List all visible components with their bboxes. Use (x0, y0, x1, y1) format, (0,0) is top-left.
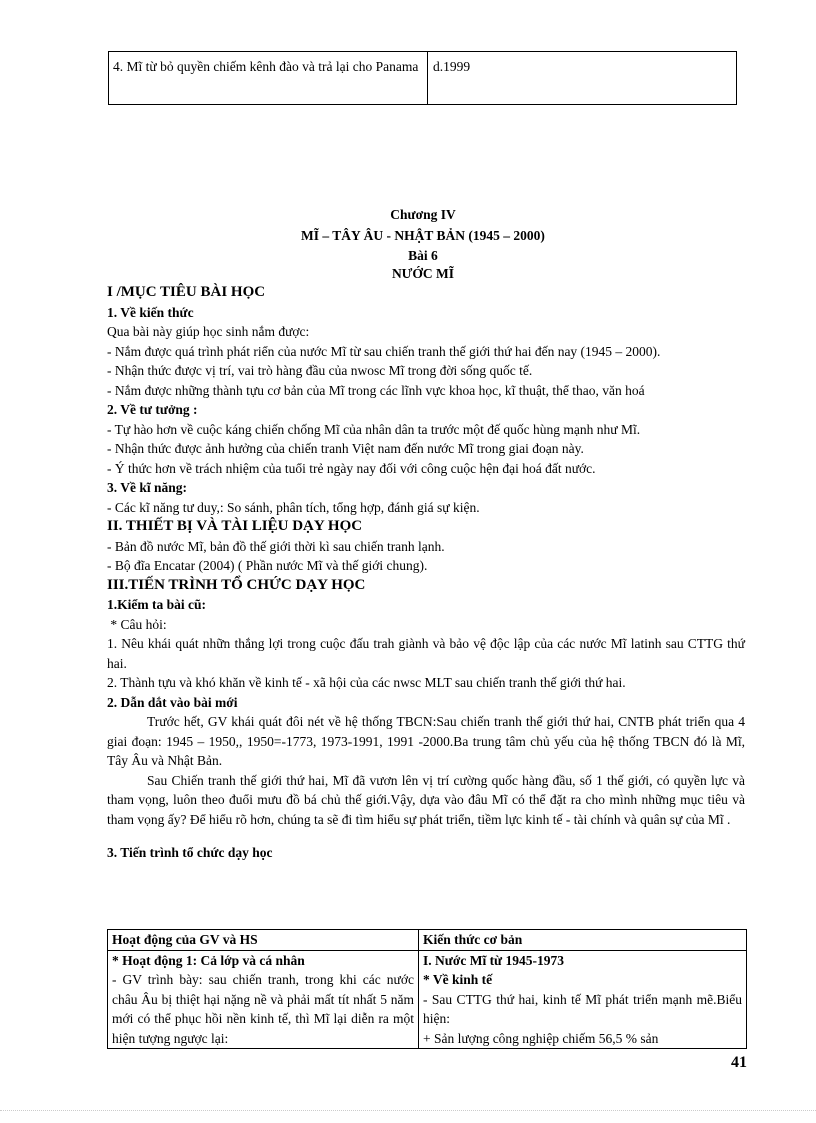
table-header-knowledge: Kiến thức cơ bản (419, 930, 747, 951)
lesson-table (107, 929, 747, 1049)
section-1-3-title: 3. Về kĩ năng: (107, 480, 188, 495)
section-3-2-title: 2. Dẫn dắt vào bài mới (107, 694, 238, 710)
section-1-2-title: 2. Về tư tưởng : (107, 402, 198, 417)
knowledge-text-1: - Sau CTTG thứ hai, kinh tế Mĩ phát triển mạnh mẽ.Biểu hiện: (423, 991, 742, 1026)
table-header-row (108, 930, 747, 951)
section-2-title: II. THIẾT BỊ VÀ TÀI LIỆU DẠY HỌC (107, 518, 363, 534)
lesson-body (107, 283, 745, 863)
section-3-title: III.TIẾN TRÌNH TỔ CHỨC DẠY HỌC (107, 576, 366, 593)
activity-text: - GV trình bày: sau chiến tranh, trong khi các nước châu Âu bị thiệt hại nặng nề và phải mất tít nhất 5 năm mới có thể phục hồi nền kinh tế, thì Mĩ lại diễn ra một hiện tượng ngược lại: (112, 972, 414, 1046)
section-1-2-bullet-1: - Tự hào hơn về cuộc káng chiến chống Mĩ của nhân dân ta trước một đế quốc hùng mạnh như Mĩ. (107, 421, 641, 437)
table-row (108, 950, 747, 1049)
top-table-right-cell: d.1999 (433, 59, 471, 74)
section-1-1-bullet-1: - Nắm được quá trình phát riển của nước Mĩ từ sau chiến tranh thế giới thứ hai đến nay (1945 – 2000). (107, 343, 661, 359)
chapter-number: Chương IV (390, 207, 456, 222)
section-2-bullet-1: - Bản đồ nước Mĩ, bản đồ thế giới thời kì sau chiến tranh lạnh. (107, 538, 445, 554)
lesson-number: Bài 6 (408, 248, 438, 263)
page-bottom-divider (0, 1110, 816, 1112)
chapter-title: MĨ – TÂY ÂU - NHẬT BẢN (1945 – 2000) (301, 228, 545, 243)
section-1-1-bullet-2: - Nhận thức được vị trí, vai trò hàng đầu của nwosc Mĩ trong đời sống quốc tế. (107, 363, 533, 378)
knowledge-cell (419, 950, 747, 1049)
activity-title: * Hoạt động 1: Cả lớp và cá nhân (112, 952, 305, 968)
section-3-3-title: 3. Tiến trình tổ chức dạy học (107, 845, 273, 860)
table-header-activity: Hoạt động của GV và HS (108, 930, 419, 951)
knowledge-subtitle: * Về kinh tế (423, 972, 493, 987)
top-table-left-cell: 4. Mĩ từ bỏ quyền chiếm kênh đào và trả lại cho Panama (109, 52, 428, 104)
section-3-1-title: 1.Kiểm ta bài cũ: (107, 597, 206, 612)
section-3-2-paragraph-2: Sau Chiến tranh thế giới thứ hai, Mĩ đã vươn lên vị trí cường quốc hàng đầu, số 1 thế giới, có quyền lực và tham vọng, luôn theo đuổi mưu đồ bá chủ thế giới.Vậy, dựa vào đâu Mĩ có thể đặt ra cho mình những mục tiêu và tham vọng ấy? Để hiểu rõ hơn, chúng ta sẽ đi tìm hiểu sự phát triển, tiềm lực kinh tế - tài chính và quân sự của Mĩ . (107, 772, 745, 827)
section-3-1-question-2: 2. Thành tựu và khó khăn về kinh tế - xã hội của các nwsc MLT sau chiến tranh thế giới thứ hai. (107, 675, 626, 690)
section-3-1-question-1: 1. Nêu khái quát nhữn thắng lợi trong cuộc đấu trah giành và bảo vệ độc lập của các nước Mĩ latinh sau CTTG thứ hai. (107, 636, 745, 671)
page-number: 41 (731, 1054, 747, 1071)
knowledge-text-2: + Sản lượng công nghiệp chiếm 56,5 % sản (423, 1030, 659, 1046)
section-1-1-intro: Qua bài này giúp học sinh nắm được: (107, 324, 310, 339)
chapter-label (0, 205, 816, 225)
section-1-title: I /MỤC TIÊU BÀI HỌC (107, 284, 266, 300)
section-1-1-bullet-3: - Nắm được những thành tựu cơ bản của Mĩ trong các lĩnh vực khoa học, kĩ thuật, thể thao, văn hoá (107, 382, 645, 398)
section-3-2-paragraph-1: Trước hết, GV khái quát đôi nét về hệ thống TBCN:Sau chiến tranh thế giới thứ hai, CNTB phát triển qua 4 giai đoạn: 1945 – 1950,, 1950=-1773, 1973-1991, 1991 -2000.Ba trung tâm chủ yếu của hệ thống TBCN đó là Mĩ, Tây Âu và Nhật Bản. (107, 714, 745, 768)
lesson-title: NƯỚC MĨ (391, 266, 455, 281)
section-1-2-bullet-3: - Ý thức hơn về trách nhiệm của tuổi trẻ ngày nay đối với công cuộc hện đại hoá đất nước. (107, 460, 596, 476)
section-2-bullet-2: - Bộ đĩa Encatar (2004) ( Phần nước Mĩ và thế giới chung). (107, 558, 428, 573)
section-3-1-question-label: * Câu hỏi: (107, 616, 167, 632)
section-1-3-bullet-1: - Các kĩ năng tư duy,: So sánh, phân tích, tổng hợp, đánh giá sự kiện. (107, 499, 480, 515)
top-table (108, 51, 737, 105)
activity-cell (108, 950, 419, 1049)
section-1-1-title: 1. Về kiến thức (107, 304, 194, 320)
section-1-2-bullet-2: - Nhận thức được ảnh hưởng của chiến tranh Việt nam đến nước Mĩ trong giai đoạn này. (107, 441, 584, 456)
knowledge-title: I. Nước Mĩ từ 1945-1973 (423, 952, 565, 968)
